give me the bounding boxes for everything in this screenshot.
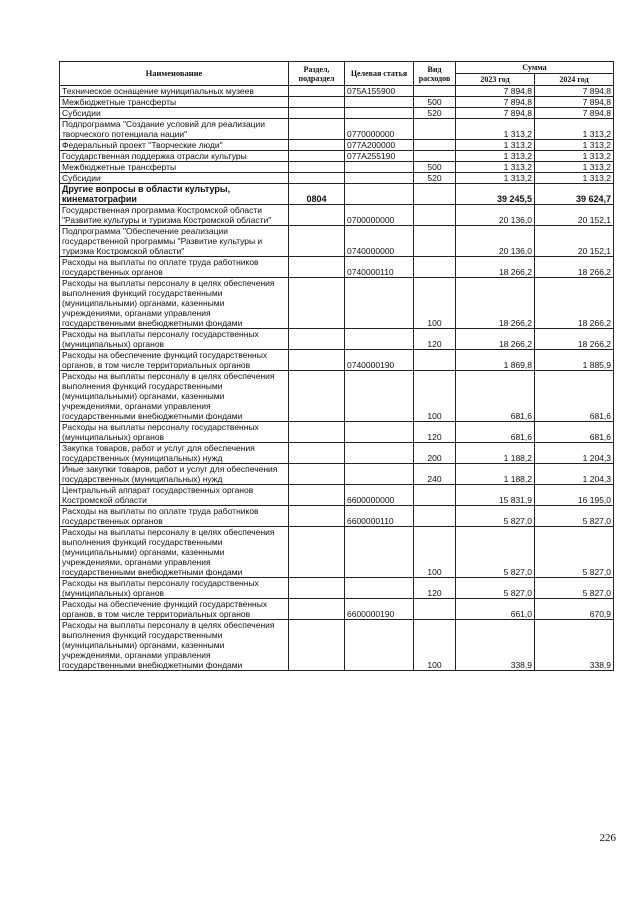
cell-name: Расходы на выплаты персоналу в целях обеспечения выполнения функций государственными (муниципальными) органами, казенными учреждениями, органами управления государственными внебюджетными фондами xyxy=(60,620,289,671)
cell-name: Субсидии xyxy=(60,173,289,184)
cell-name: Закупка товаров, работ и услуг для обеспечения государственных (муниципальных) нужд xyxy=(60,443,289,464)
cell-name: Расходы на выплаты персоналу в целях обеспечения выполнения функций государственными (муниципальными) органами, казенными учреждениями, органами управления государственными внебюджетными фондами xyxy=(60,371,289,422)
cell-sum-2024: 39 624,7 xyxy=(535,184,614,205)
cell-expense-type: 100 xyxy=(414,371,456,422)
cell-target-article xyxy=(345,371,414,422)
cell-sum-2023: 7 894,8 xyxy=(456,97,535,108)
table-row xyxy=(60,422,614,443)
cell-sum-2024: 7 894,8 xyxy=(535,97,614,108)
cell-target-article xyxy=(345,173,414,184)
cell-sum-2023: 1 313,2 xyxy=(456,140,535,151)
cell-expense-type: 500 xyxy=(414,162,456,173)
cell-expense-type: 100 xyxy=(414,620,456,671)
table-row xyxy=(60,140,614,151)
budget-table xyxy=(59,61,614,671)
cell-target-article: 0740000000 xyxy=(345,226,414,257)
cell-section xyxy=(289,620,345,671)
cell-target-article xyxy=(345,578,414,599)
cell-sum-2024: 18 266,2 xyxy=(535,278,614,329)
table-row xyxy=(60,86,614,97)
cell-sum-2024: 1 885,9 xyxy=(535,350,614,371)
table-row xyxy=(60,184,614,205)
cell-expense-type xyxy=(414,205,456,226)
table-row xyxy=(60,278,614,329)
cell-sum-2024: 7 894,8 xyxy=(535,108,614,119)
cell-name: Субсидии xyxy=(60,108,289,119)
cell-name: Центральный аппарат государственных органов Костромской области xyxy=(60,485,289,506)
cell-section xyxy=(289,278,345,329)
table-row xyxy=(60,162,614,173)
header-sum: Сумма xyxy=(456,62,614,74)
cell-name: Расходы на выплаты персоналу в целях обеспечения выполнения функций государственными (муниципальными) органами, казенными учреждениями, органами управления государственными внебюджетными фондами xyxy=(60,527,289,578)
cell-section xyxy=(289,527,345,578)
table-row xyxy=(60,226,614,257)
cell-section xyxy=(289,485,345,506)
cell-sum-2023: 5 827,0 xyxy=(456,527,535,578)
cell-name: Государственная программа Костромской области "Развитие культуры и туризма Костромской области" xyxy=(60,205,289,226)
cell-expense-type xyxy=(414,119,456,140)
table-body xyxy=(60,86,614,671)
cell-target-article xyxy=(345,162,414,173)
cell-name: Расходы на обеспечение функций государственных органов, в том числе территориальных органов xyxy=(60,350,289,371)
cell-section xyxy=(289,140,345,151)
cell-name: Межбюджетные трансферты xyxy=(60,162,289,173)
cell-sum-2023: 7 894,8 xyxy=(456,108,535,119)
cell-section xyxy=(289,151,345,162)
table-row xyxy=(60,97,614,108)
cell-sum-2024: 1 313,2 xyxy=(535,162,614,173)
cell-target-article: 0740000110 xyxy=(345,257,414,278)
cell-expense-type: 500 xyxy=(414,97,456,108)
header-target-article: Целевая статья xyxy=(345,62,414,86)
cell-expense-type xyxy=(414,257,456,278)
cell-sum-2023: 681,6 xyxy=(456,422,535,443)
cell-expense-type: 100 xyxy=(414,278,456,329)
cell-sum-2023: 18 266,2 xyxy=(456,329,535,350)
cell-section xyxy=(289,464,345,485)
cell-sum-2023: 1 869,8 xyxy=(456,350,535,371)
cell-name: Расходы на выплаты по оплате труда работников государственных органов xyxy=(60,506,289,527)
table-row xyxy=(60,205,614,226)
cell-section xyxy=(289,226,345,257)
cell-section xyxy=(289,329,345,350)
cell-sum-2023: 1 313,2 xyxy=(456,173,535,184)
cell-name: Расходы на выплаты по оплате труда работников государственных органов xyxy=(60,257,289,278)
cell-section xyxy=(289,173,345,184)
table-header xyxy=(60,62,614,86)
cell-sum-2023: 1 313,2 xyxy=(456,151,535,162)
cell-sum-2024: 5 827,0 xyxy=(535,578,614,599)
cell-sum-2023: 5 827,0 xyxy=(456,506,535,527)
cell-target-article xyxy=(345,443,414,464)
cell-section xyxy=(289,371,345,422)
cell-sum-2024: 7 894,8 xyxy=(535,86,614,97)
table-row xyxy=(60,329,614,350)
cell-sum-2023: 18 266,2 xyxy=(456,257,535,278)
cell-target-article: 075А155900 xyxy=(345,86,414,97)
cell-sum-2024: 16 195,0 xyxy=(535,485,614,506)
cell-expense-type: 120 xyxy=(414,422,456,443)
cell-expense-type: 240 xyxy=(414,464,456,485)
cell-sum-2023: 20 136,0 xyxy=(456,226,535,257)
cell-expense-type xyxy=(414,151,456,162)
header-year-2023: 2023 год xyxy=(456,74,535,86)
cell-name: Расходы на обеспечение функций государственных органов, в том числе территориальных органов xyxy=(60,599,289,620)
cell-section xyxy=(289,578,345,599)
table-row xyxy=(60,257,614,278)
cell-expense-type xyxy=(414,184,456,205)
cell-sum-2024: 1 313,2 xyxy=(535,173,614,184)
cell-sum-2024: 1 313,2 xyxy=(535,119,614,140)
cell-sum-2023: 39 245,5 xyxy=(456,184,535,205)
cell-sum-2024: 20 152,1 xyxy=(535,226,614,257)
cell-sum-2024: 338,9 xyxy=(535,620,614,671)
cell-name: Расходы на выплаты персоналу государственных (муниципальных) органов xyxy=(60,329,289,350)
cell-sum-2024: 681,6 xyxy=(535,422,614,443)
cell-name: Другие вопросы в области культуры, кинематографии xyxy=(60,184,289,205)
table-row xyxy=(60,599,614,620)
cell-target-article: 077А255190 xyxy=(345,151,414,162)
cell-name: Федеральный проект "Творческие люди" xyxy=(60,140,289,151)
cell-section: 0804 xyxy=(289,184,345,205)
cell-target-article: 0740000190 xyxy=(345,350,414,371)
cell-expense-type: 120 xyxy=(414,329,456,350)
cell-target-article xyxy=(345,97,414,108)
cell-expense-type xyxy=(414,86,456,97)
cell-name: Межбюджетные трансферты xyxy=(60,97,289,108)
cell-expense-type: 520 xyxy=(414,173,456,184)
cell-target-article: 6600000110 xyxy=(345,506,414,527)
cell-expense-type xyxy=(414,599,456,620)
cell-target-article xyxy=(345,329,414,350)
cell-target-article xyxy=(345,422,414,443)
cell-name: Подпрограмма "Обеспечение реализации государственной программы "Развитие культуры и туризма Костромской области" xyxy=(60,226,289,257)
cell-section xyxy=(289,506,345,527)
cell-sum-2024: 1 313,2 xyxy=(535,140,614,151)
table-row xyxy=(60,108,614,119)
header-expense-type: Вид расходов xyxy=(414,62,456,86)
cell-section xyxy=(289,422,345,443)
cell-sum-2024: 670,9 xyxy=(535,599,614,620)
cell-target-article xyxy=(345,464,414,485)
cell-section xyxy=(289,97,345,108)
cell-sum-2023: 1 188,2 xyxy=(456,443,535,464)
cell-sum-2023: 7 894,8 xyxy=(456,86,535,97)
cell-target-article xyxy=(345,108,414,119)
cell-expense-type: 120 xyxy=(414,578,456,599)
cell-target-article xyxy=(345,278,414,329)
cell-section xyxy=(289,205,345,226)
cell-sum-2023: 1 188,2 xyxy=(456,464,535,485)
table-row xyxy=(60,485,614,506)
cell-section xyxy=(289,108,345,119)
cell-sum-2023: 15 831,9 xyxy=(456,485,535,506)
cell-sum-2023: 661,0 xyxy=(456,599,535,620)
cell-sum-2024: 1 204,3 xyxy=(535,443,614,464)
cell-sum-2024: 1 204,3 xyxy=(535,464,614,485)
header-year-2024: 2024 год xyxy=(535,74,614,86)
cell-sum-2024: 5 827,0 xyxy=(535,506,614,527)
cell-target-article: 077А200000 xyxy=(345,140,414,151)
cell-expense-type: 520 xyxy=(414,108,456,119)
table-row xyxy=(60,464,614,485)
cell-expense-type xyxy=(414,485,456,506)
cell-sum-2023: 20 136,0 xyxy=(456,205,535,226)
cell-target-article xyxy=(345,620,414,671)
cell-section xyxy=(289,257,345,278)
cell-name: Подпрограмма "Создание условий для реализации творческого потенциала нации" xyxy=(60,119,289,140)
cell-expense-type xyxy=(414,506,456,527)
cell-sum-2023: 681,6 xyxy=(456,371,535,422)
cell-section xyxy=(289,86,345,97)
cell-sum-2024: 20 152,1 xyxy=(535,205,614,226)
cell-sum-2023: 1 313,2 xyxy=(456,162,535,173)
cell-sum-2024: 1 313,2 xyxy=(535,151,614,162)
cell-target-article xyxy=(345,184,414,205)
table-row xyxy=(60,173,614,184)
table-row xyxy=(60,620,614,671)
table-row xyxy=(60,443,614,464)
cell-target-article: 0770000000 xyxy=(345,119,414,140)
cell-name: Расходы на выплаты персоналу в целях обеспечения выполнения функций государственными (муниципальными) органами, казенными учреждениями, органами управления государственными внебюджетными фондами xyxy=(60,278,289,329)
cell-section xyxy=(289,443,345,464)
cell-sum-2024: 18 266,2 xyxy=(535,257,614,278)
cell-sum-2024: 18 266,2 xyxy=(535,329,614,350)
cell-expense-type xyxy=(414,350,456,371)
cell-target-article: 6600000000 xyxy=(345,485,414,506)
cell-expense-type xyxy=(414,140,456,151)
cell-target-article: 0700000000 xyxy=(345,205,414,226)
header-name: Наименование xyxy=(60,62,289,86)
cell-section xyxy=(289,119,345,140)
cell-name: Техническое оснащение муниципальных музеев xyxy=(60,86,289,97)
table-row xyxy=(60,506,614,527)
header-section: Раздел, подраздел xyxy=(289,62,345,86)
cell-name: Государственная поддержка отрасли культуры xyxy=(60,151,289,162)
table-row xyxy=(60,371,614,422)
cell-target-article: 6600000190 xyxy=(345,599,414,620)
cell-sum-2024: 5 827,0 xyxy=(535,527,614,578)
cell-section xyxy=(289,350,345,371)
table-row xyxy=(60,119,614,140)
page-number: 226 xyxy=(599,832,616,844)
cell-name: Расходы на выплаты персоналу государственных (муниципальных) органов xyxy=(60,422,289,443)
cell-sum-2023: 338,9 xyxy=(456,620,535,671)
cell-section xyxy=(289,599,345,620)
cell-expense-type xyxy=(414,226,456,257)
cell-name: Расходы на выплаты персоналу государственных (муниципальных) органов xyxy=(60,578,289,599)
cell-target-article xyxy=(345,527,414,578)
table-row xyxy=(60,350,614,371)
cell-expense-type: 100 xyxy=(414,527,456,578)
cell-sum-2023: 1 313,2 xyxy=(456,119,535,140)
table-row xyxy=(60,578,614,599)
cell-sum-2023: 18 266,2 xyxy=(456,278,535,329)
table-row xyxy=(60,151,614,162)
cell-sum-2024: 681,6 xyxy=(535,371,614,422)
cell-section xyxy=(289,162,345,173)
table-row xyxy=(60,527,614,578)
cell-expense-type: 200 xyxy=(414,443,456,464)
cell-name: Иные закупки товаров, работ и услуг для обеспечения государственных (муниципальных) нужд xyxy=(60,464,289,485)
cell-sum-2023: 5 827,0 xyxy=(456,578,535,599)
